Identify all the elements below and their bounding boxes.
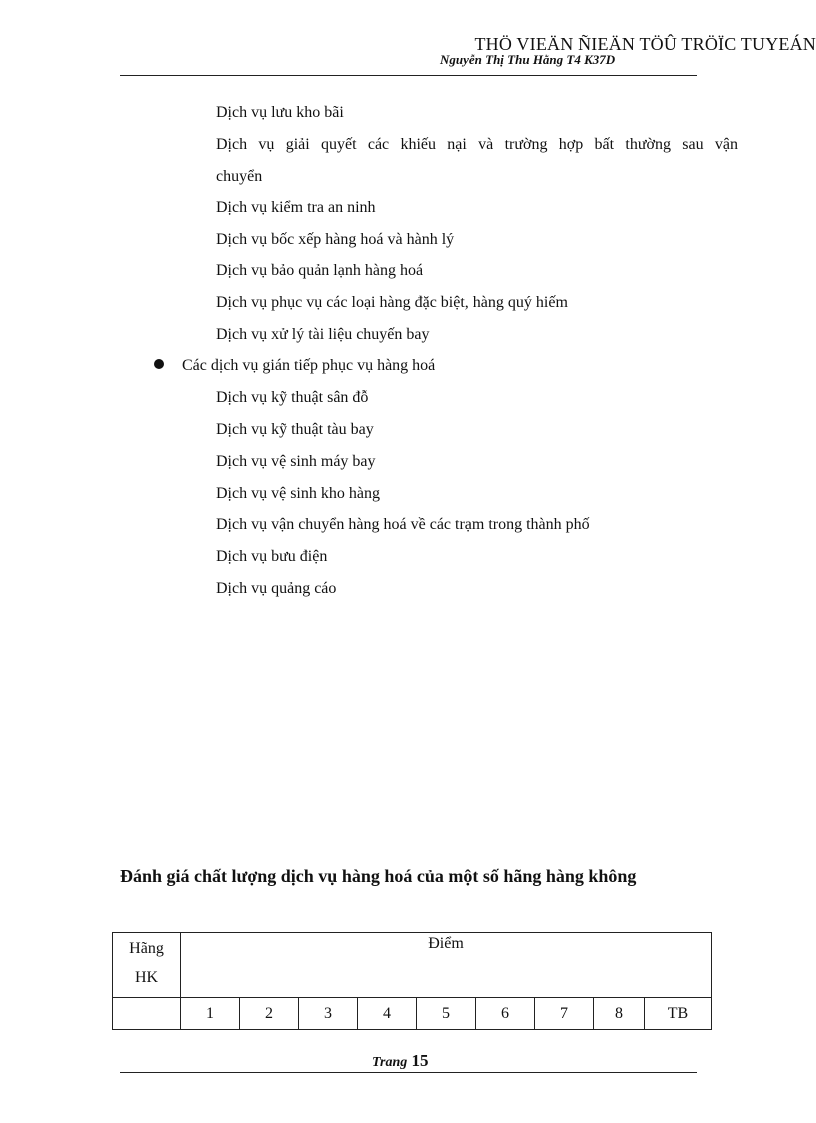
list-item: Dịch vụ kiểm tra an ninh	[216, 199, 376, 216]
score-column-header: 8	[594, 998, 645, 1030]
bullet-heading-text: Các dịch vụ gián tiếp phục vụ hàng hoá	[182, 357, 436, 374]
bullet-heading	[154, 357, 435, 375]
page-footer	[372, 1051, 429, 1071]
list-item: Dịch vụ quảng cáo	[216, 580, 337, 597]
score-column-header: 5	[417, 998, 476, 1030]
list-item: Dịch vụ bốc xếp hàng hoá và hành lý	[216, 231, 455, 248]
header-watermark: THÖ VIEÄN ÑIEÄN TÖÛ TRÖÏC TUYEÁN	[474, 34, 816, 54]
header-divider	[120, 75, 697, 76]
list-item: Dịch vụ bưu điện	[216, 548, 328, 565]
list-item: Dịch vụ vệ sinh kho hàng	[216, 485, 380, 502]
score-column-header: 4	[358, 998, 417, 1030]
list-item: Dịch vụ giải quyết các khiếu nại và trường hợp bất thường sau vận	[216, 136, 738, 153]
score-column-header: 2	[240, 998, 299, 1030]
list-item: Dịch vụ bảo quản lạnh hàng hoá	[216, 262, 424, 279]
score-column-header: 1	[181, 998, 240, 1030]
list-item: Dịch vụ kỹ thuật sân đỗ	[216, 389, 369, 406]
bullet-icon	[154, 359, 164, 369]
list-item: Dịch vụ lưu kho bãi	[216, 104, 344, 121]
page-number: 15	[411, 1051, 429, 1070]
score-table	[112, 932, 712, 1030]
brand-header-cell	[113, 933, 181, 998]
score-header-cell: Điểm	[181, 933, 712, 998]
header-author: Nguyễn Thị Thu Hằng T4 K37D	[440, 52, 616, 67]
brand-empty-cell	[113, 998, 181, 1030]
page-label: Trang	[372, 1055, 408, 1070]
score-column-header: 6	[476, 998, 535, 1030]
score-column-header: 7	[535, 998, 594, 1030]
list-item-continuation: chuyển	[216, 168, 263, 185]
footer-divider	[120, 1072, 697, 1073]
list-item: Dịch vụ phục vụ các loại hàng đặc biệt, hàng quý hiếm	[216, 294, 568, 311]
brand-header-line2: HK	[134, 969, 159, 986]
section-title: Đánh giá chất lượng dịch vụ hàng hoá của một số hãng hàng không	[120, 866, 637, 886]
list-item: Dịch vụ kỹ thuật tàu bay	[216, 421, 374, 438]
score-column-header: 3	[299, 998, 358, 1030]
average-column-header: TB	[645, 998, 712, 1030]
list-item: Dịch vụ vận chuyển hàng hoá về các trạm trong thành phố	[216, 516, 590, 533]
list-item: Dịch vụ vệ sinh máy bay	[216, 453, 376, 470]
brand-header-line1: Hãng	[129, 940, 164, 957]
list-item: Dịch vụ xử lý tài liệu chuyến bay	[216, 326, 430, 343]
